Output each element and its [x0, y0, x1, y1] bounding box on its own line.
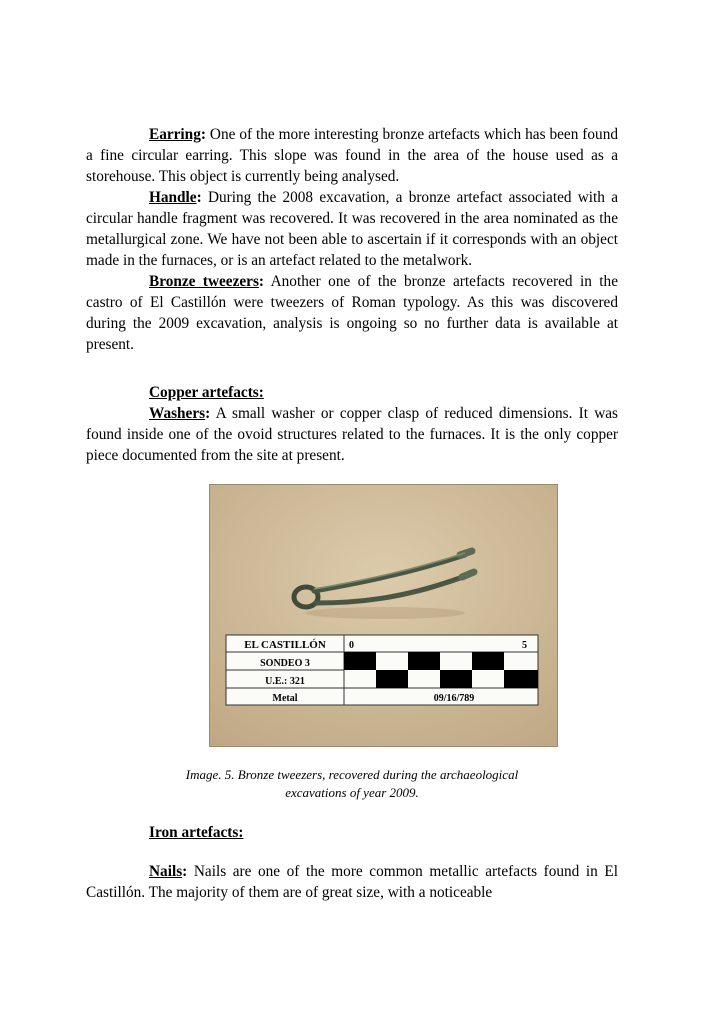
earring-text: One of the more interesting bronze artefacts which has been found a fine circular earring. This slope was found in the area of the house used as a storehouse. This object is currently being analysed.	[86, 126, 618, 185]
copper-heading: Copper artefacts:	[149, 384, 264, 401]
bronze-artefacts-section	[86, 124, 618, 355]
site-label-card	[226, 635, 538, 705]
washers-paragraph: Washers: A small washer or copper clasp of reduced dimensions. It was found inside one of the ovoid structures related to the furnaces. It is the only copper piece documented from the site at present.	[86, 405, 618, 464]
copper-artefacts-section	[86, 382, 618, 466]
caption-line-2: excavations of year 2009.	[285, 785, 419, 800]
scale-start: 0	[349, 640, 354, 651]
handle-term: Handle	[149, 189, 197, 206]
tweezers-photo-drawing	[210, 485, 558, 747]
scale-end: 5	[522, 640, 527, 651]
handle-text: During the 2008 excavation, a bronze artefact associated with a circular handle fragment was recovered. It was recovered in the area nominated as the metallurgical zone. We have not been able to ascertain if it corresponds with an object made in the furnaces, or is an artefact related to the metalwork.	[86, 189, 618, 269]
caption-line-1: Image. 5. Bronze tweezers, recovered during the archaeological	[185, 767, 519, 782]
handle-paragraph: Handle: During the 2008 excavation, a bronze artefact associated with a circular handle fragment was recovered. It was recovered in the area nominated as the metallurgical zone. We have not been able to ascertain if it corresponds with an object made in the furnaces, or is an artefact related to the metalwork.	[86, 189, 618, 269]
earring-paragraph: Earring: One of the more interesting bronze artefacts which has been found a fine circular earring. This slope was found in the area of the house used as a storehouse. This object is currently being analysed.	[86, 126, 618, 185]
washers-term: Washers	[149, 405, 206, 422]
copper-heading-line	[86, 382, 618, 403]
label-material: Metal	[272, 693, 298, 704]
tweezers-text: Another one of the bronze artefacts recovered in the castro of El Castillón were tweezers of Roman typology. As this was discovered during the 2009 excavation, analysis is ongoing so no further data is available at present.	[86, 273, 618, 353]
label-site: EL CASTILLÓN	[244, 639, 326, 651]
label-ue: U.E.: 321	[265, 676, 305, 687]
label-code: 09/16/789	[433, 693, 475, 704]
tweezers-paragraph: Bronze tweezers: Another one of the bronze artefacts recovered in the castro of El Castillón were tweezers of Roman typology. As this was discovered during the 2009 excavation, analysis is ongoing so no further data is available at present.	[86, 273, 618, 353]
tweezers-term: Bronze tweezers	[149, 273, 259, 290]
image-caption	[86, 766, 618, 802]
nails-text: Nails are one of the more common metallic artefacts found in El Castillón. The majority of them are of great size, with a noticeable	[86, 863, 618, 901]
earring-term: Earring	[149, 126, 201, 143]
label-sondeo: SONDEO 3	[260, 658, 310, 669]
nails-term: Nails	[149, 863, 183, 880]
tweezers-photo	[209, 484, 558, 747]
nails-section	[86, 861, 618, 903]
nails-paragraph: Nails: Nails are one of the more common metallic artefacts found in El Castillón. The majority of them are of great size, with a noticeable	[86, 863, 618, 901]
washers-text: A small washer or copper clasp of reduced dimensions. It was found inside one of the ovoid structures related to the furnaces. It is the only copper piece documented from the site at present.	[86, 405, 618, 464]
iron-heading: Iron artefacts:	[149, 824, 244, 841]
iron-artefacts-heading-block	[86, 822, 618, 843]
